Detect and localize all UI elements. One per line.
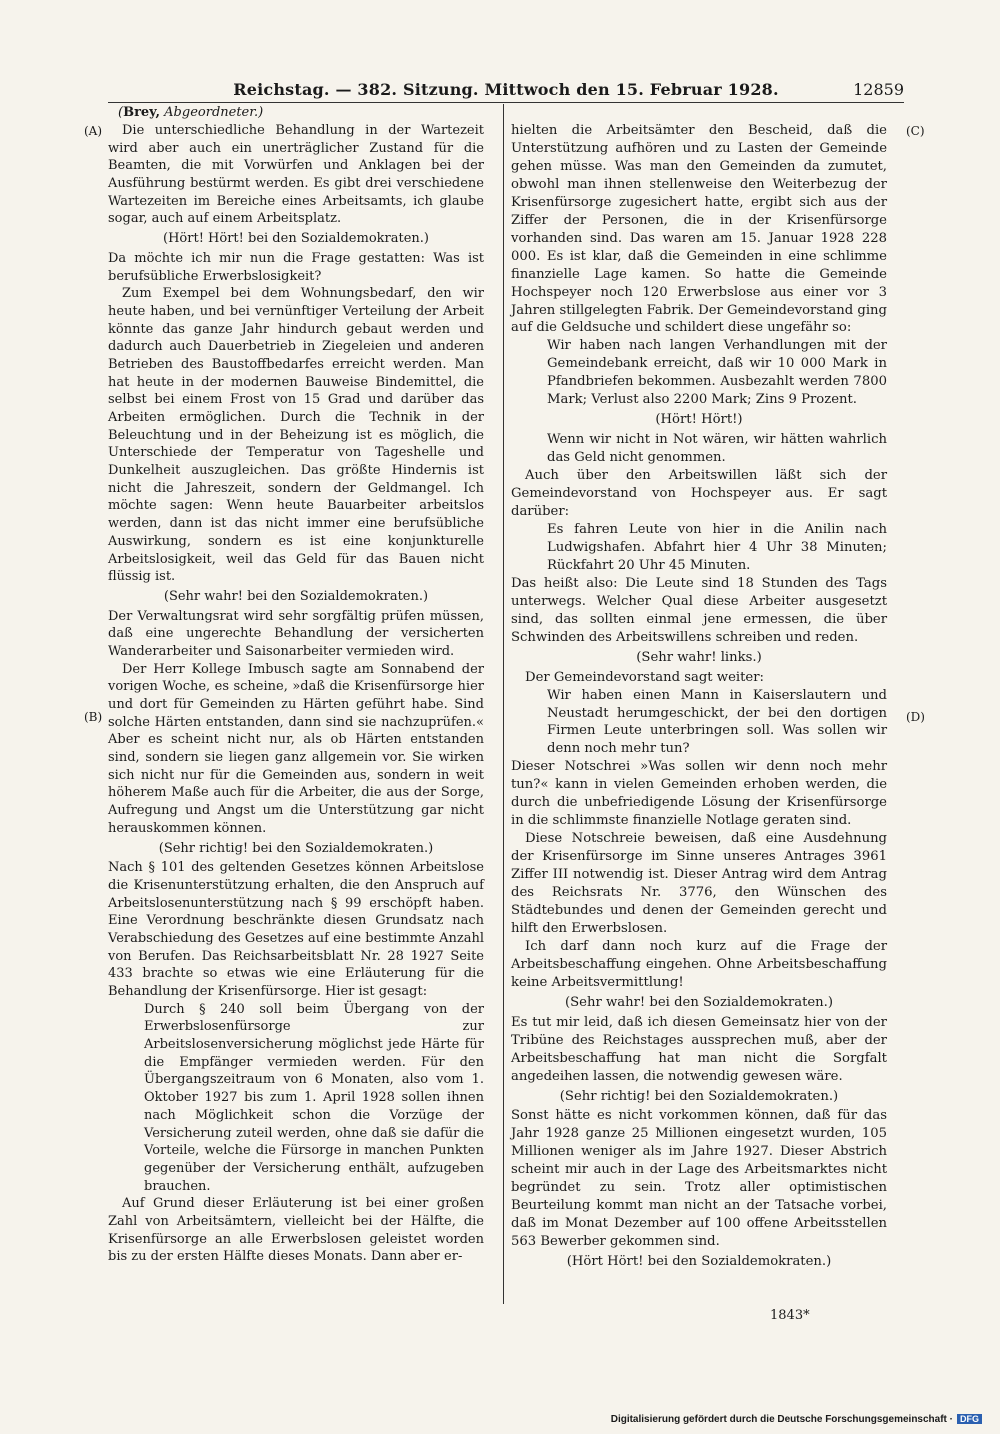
right-column [511, 122, 887, 1273]
quoted-passage: Wir haben nach langen Verhandlungen mit der Gemeindebank erreicht, daß wir 10 000 Mark in Pfandbriefen bekommen. Ausbezahlt werden 7800 Mark; Verlust also 2200 Mark; Zins 9 Prozent. [547, 338, 887, 408]
quoted-passage: Es fahren Leute von hier in die Anilin nach Ludwigshafen. Abfahrt hier 4 Uhr 38 Minuten; Rückfahrt 20 Uhr 45 Minuten. [547, 521, 887, 573]
quoted-passage: Durch § 240 soll beim Übergang von der Erwerbslosenfürsorge zur Arbeitslosenversicherung möglichst jede Härte für die Empfänger vermieden werden. Für den Übergangszeitraum von 6 Monaten, also vom 1. Oktober 1927 bis zum 1. April 1928 sollen ihnen nach Möglichkeit schon die Vorzüge der Versicherung zuteil werden, ohne daß sie dafür die Vorteile, welche die Fürsorge in manchen Punkten gegenüber der Versicherung enthält, aufzugeben brauchen. [144, 1001, 484, 1194]
paragraph: Dieser Notschrei »Was sollen wir denn noch mehr tun?« kann in vielen Gemeinden erhoben werden, die durch die unbefriedigende Lösung der Krisenfürsorge in die schlimmste finanzielle Notlage geraten sind. [511, 759, 887, 829]
applause-note: (Sehr wahr! bei den Sozialdemokraten.) [565, 994, 833, 1010]
speaker-name: Brey, [123, 105, 161, 120]
speaker-line: (Brey, Abgeordneter.) [118, 105, 264, 120]
page-header [108, 80, 904, 100]
applause-note: (Hört Hört! bei den Sozialdemokraten.) [566, 1254, 832, 1270]
paragraph: Der Gemeindevorstand sagt weiter: [525, 669, 764, 685]
paragraph: Auch über den Arbeitswillen läßt sich der Gemeindevorstand von Hochspeyer aus. Er sagt darüber: [511, 468, 887, 520]
paragraph: Das heißt also: Die Leute sind 18 Stunden des Tags unterwegs. Welcher Qual diese Arbeiter ausgesetzt sind, das sollten einmal jene ermessen, die über Schwinden des Arbeitswillens schreiben und reden. [511, 575, 887, 645]
header-title: Reichstag. — 382. Sitzung. Mittwoch den 15. Februar 1928. [233, 80, 779, 99]
column-divider [503, 104, 504, 1304]
applause-note: (Hört! Hört!) [655, 412, 743, 428]
margin-marker-a: (A) [84, 124, 103, 138]
page-number: 12859 [853, 80, 904, 99]
footer-text: Digitalisierung gefördert durch die Deutsche Forschungsgemeinschaft · [610, 1414, 953, 1425]
left-column [108, 122, 484, 1266]
paragraph: Sonst hätte es nicht vorkommen können, daß für das Jahr 1928 ganze 25 Millionen eingesetzt wurden, 105 Millionen weniger als im Jahre 1927. Dieser Abstrich scheint mir auch in der Lage des Arbeitsmarktes nicht begründet zu sein. Trotz aller optimistischen Beurteilung kommt man nicht an der Tatsache vorbei, daß im Monat Dezember auf 100 offene Arbeitsstellen 563 Bewerber gekommen sind. [511, 1108, 887, 1250]
paragraph: Nach § 101 des geltenden Gesetzes können Arbeitslose die Krisenunterstützung erhalten, die den Anspruch auf Arbeitslosenunterstützung nach § 99 erschöpft haben. Eine Verordnung beschränkte diesen Grundsatz nach Verabschiedung des Gesetzes auf eine bestimmte Anzahl von Berufen. Das Reichsarbeitsblatt Nr. 28 1927 Seite 433 brachte so etwas wie eine Erläuterung für die Behandlung der Krisenfürsorge. Hier ist gesagt: [108, 860, 484, 999]
paragraph: Da möchte ich mir nun die Frage gestatten: Was ist berufsübliche Erwerbslosigkeit? [108, 250, 484, 284]
paragraph: Ich darf dann noch kurz auf die Frage der Arbeitsbeschaffung eingehen. Ohne Arbeitsbeschaffung keine Arbeitsvermittlung! [511, 938, 887, 990]
header-rule [108, 102, 904, 103]
speaker-role: Abgeordneter. [164, 105, 259, 120]
applause-note: (Sehr richtig! bei den Sozialdemokraten.) [559, 1088, 839, 1104]
paragraph: Diese Notschreie beweisen, daß eine Ausdehnung der Krisenfürsorge im Sinne unseres Antrages 3961 Ziffer III notwendig ist. Dieser Antrag wird dem Antrag des Reichsrats Nr. 3776, den Wünschen des Städtebundes und denen der Gemeinden gerecht und hilft den Erwerbslosen. [511, 831, 887, 936]
dfg-logo: DFG [957, 1414, 982, 1424]
applause-note: (Hört! Hört! bei den Sozialdemokraten.) [163, 231, 429, 247]
margin-marker-b: (B) [84, 710, 103, 724]
applause-note: (Sehr richtig! bei den Sozialdemokraten.) [158, 840, 434, 856]
paragraph: hielten die Arbeitsämter den Bescheid, daß die Unterstützung aufhören und zu Lasten der Gemeinde gehen müsse. Was man den Gemeinden da zumutet, obwohl man ihnen stellenweise den Weiterbezug der Krisenfürsorge zugesichert hatte, ergibt sich aus der Ziffer der Personen, die in der Krisenfürsorge vorhanden sind. Das waren am 15. Januar 1928 228 000. Es ist klar, daß die Gemeinden in eine schlimme finanzielle Lage kamen. So hatte die Gemeinde Hochspeyer noch 120 Erwerbslose aus einer vor 3 Jahren stillgelegten Fabrik. Der Gemeindevorstand ging auf die Geldsuche und schildert diese ungefähr so: [511, 123, 887, 336]
margin-marker-c: (C) [906, 124, 925, 138]
quoted-passage: Wenn wir nicht in Not wären, wir hätten wahrlich das Geld nicht genommen. [547, 432, 887, 466]
paragraph: Es tut mir leid, daß ich diesen Gemeinsatz hier von der Tribüne des Reichstages aussprechen muß, aber der Arbeitsbeschaffung hat man nicht die Sorgfalt angedeihen lassen, die notwendig gewesen wäre. [511, 1014, 887, 1084]
paragraph: Der Verwaltungsrat wird sehr sorgfältig prüfen müssen, daß eine ungerechte Behandlung der versicherten Wanderarbeiter und Saisonarbeiter vermieden wird. [108, 608, 484, 659]
paragraph: Die unterschiedliche Behandlung in der Wartezeit wird aber auch ein unerträglicher Zustand für die Beamten, die mit Vorwürfen und Anklagen bei der Ausführung bestürmt werden. Es gibt drei verschiedene Wartezeiten im Bereiche eines Arbeitsamts, ich glaube sogar, auch auf einem Arbeitsplatz. [108, 123, 484, 227]
paragraph: Der Herr Kollege Imbusch sagte am Sonnabend der vorigen Woche, es scheine, »daß die Krisenfürsorge hier und dort für Gemeinden zu Härten geführt habe. Sind solche Härten entstanden, dann sind sie nachzuprüfen.« Aber es scheint nicht nur, als ob Härten entstanden sind, sondern sie liegen ganz allgemein vor. Sie wirken sich nicht nur für die Gemeinden aus, sondern in weit höherem Maße auch für die Arbeiter, die aus der Sorge, Aufregung und Angst um die Unterstützung gar nicht herauskommen können. [108, 661, 484, 836]
margin-marker-d: (D) [906, 710, 925, 724]
applause-note: (Sehr wahr! bei den Sozialdemokraten.) [163, 588, 429, 604]
paragraph: Zum Exempel bei dem Wohnungsbedarf, den wir heute haben, und bei vernünftiger Verteilung der Arbeit könnte das ganze Jahr hindurch gebaut werden und dadurch auch Dauerbetrieb in Ziegeleien und anderen Betrieben des Baustoffbedarfes erreicht werden. Man hat heute in der modernen Bauweise Bindemittel, die selbst bei einem Frost von 15 Grad und darüber das Arbeiten ermöglichen. Durch die Technik in der Beleuchtung und in der Beheizung ist es möglich, die Unterschiede der Temperatur von Tageshelle und Dunkelheit auszugleichen. Das größte Hindernis ist nicht die Jahreszeit, sondern der Geldmangel. Ich möchte sagen: Wenn heute Bauarbeiter arbeitslos werden, dann ist das nicht immer eine berufsübliche Auswirkung, sondern es ist eine konjunkturelle Arbeitslosigkeit, weil das Geld für das Bauen nicht flüssig ist. [108, 286, 484, 585]
footer-credit [611, 1414, 982, 1425]
applause-note: (Sehr wahr! links.) [636, 649, 762, 665]
paragraph: Auf Grund dieser Erläuterung ist bei einer großen Zahl von Arbeitsämtern, vielleicht bei der Hälfte, die Krisenfürsorge an alle Erwerbslosen geleistet worden bis zu der ersten Hälfte dieses Monats. Dann aber er- [108, 1196, 484, 1265]
quoted-passage: Wir haben einen Mann in Kaiserslautern und Neustadt herumgeschickt, der bei den dortigen Firmen Leute unterbringen soll. Was sollen wir denn noch mehr tun? [547, 687, 887, 757]
sheet-signature: 1843* [770, 1308, 810, 1323]
